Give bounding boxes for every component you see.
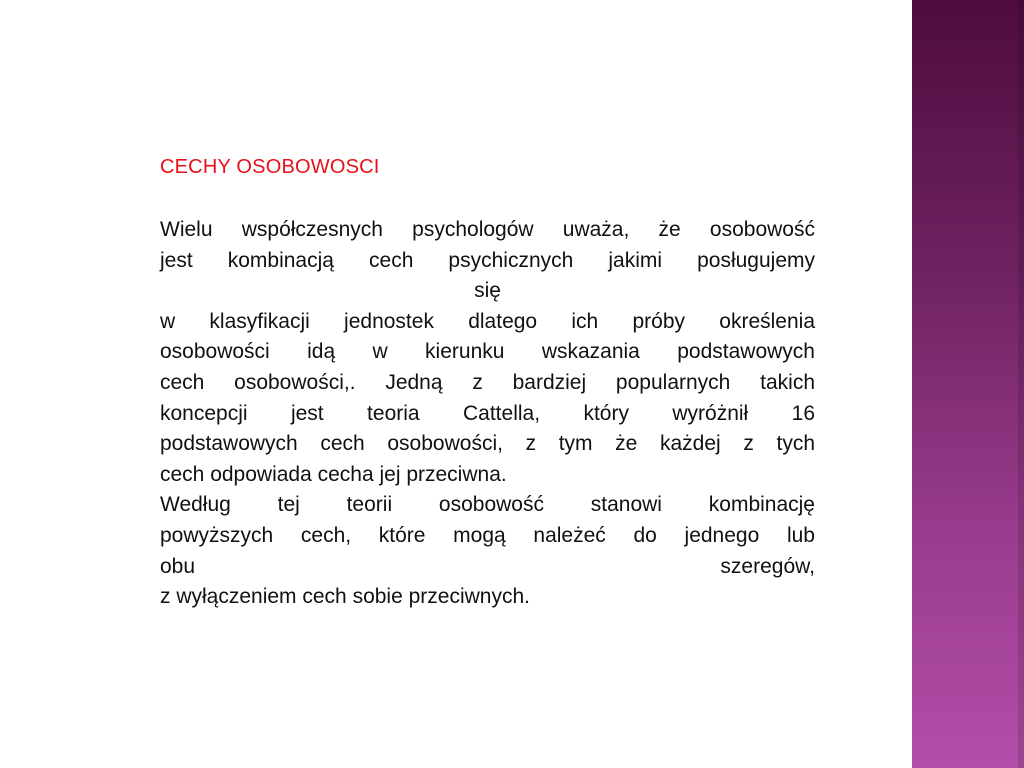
text-line: koncepcji jest teoria Cattella, który wyróżnił 16 bbox=[160, 401, 815, 425]
text-line: w klasyfikacji jednostek dlatego ich próby określenia bbox=[160, 309, 815, 333]
text-line: się bbox=[474, 279, 501, 303]
text-line: obu szeregów, bbox=[160, 554, 815, 578]
text-line: z wyłączeniem cech sobie przeciwnych. bbox=[160, 585, 530, 609]
text-line: cech osobowości,. Jedną z bardziej popularnych takich bbox=[160, 370, 815, 394]
text-line: osobowości idą w kierunku wskazania podstawowych bbox=[160, 340, 815, 364]
decorative-sidebar bbox=[912, 0, 1024, 768]
slide-title: CECHY OSOBOWOSCI bbox=[160, 156, 380, 178]
text-line: podstawowych cech osobowości, z tym że każdej z tych bbox=[160, 432, 815, 456]
text-line: cech odpowiada cecha jej przeciwna. bbox=[160, 462, 507, 486]
text-line: Według tej teorii osobowość stanowi kombinację bbox=[160, 493, 815, 517]
text-line: Wielu współczesnych psychologów uważa, że osobowość bbox=[160, 218, 815, 241]
slide-body bbox=[160, 215, 815, 613]
text-line: jest kombinacją cech psychicznych jakimi posługujemy bbox=[160, 248, 815, 272]
text-line: powyższych cech, które mogą należeć do jednego lub bbox=[160, 523, 815, 547]
